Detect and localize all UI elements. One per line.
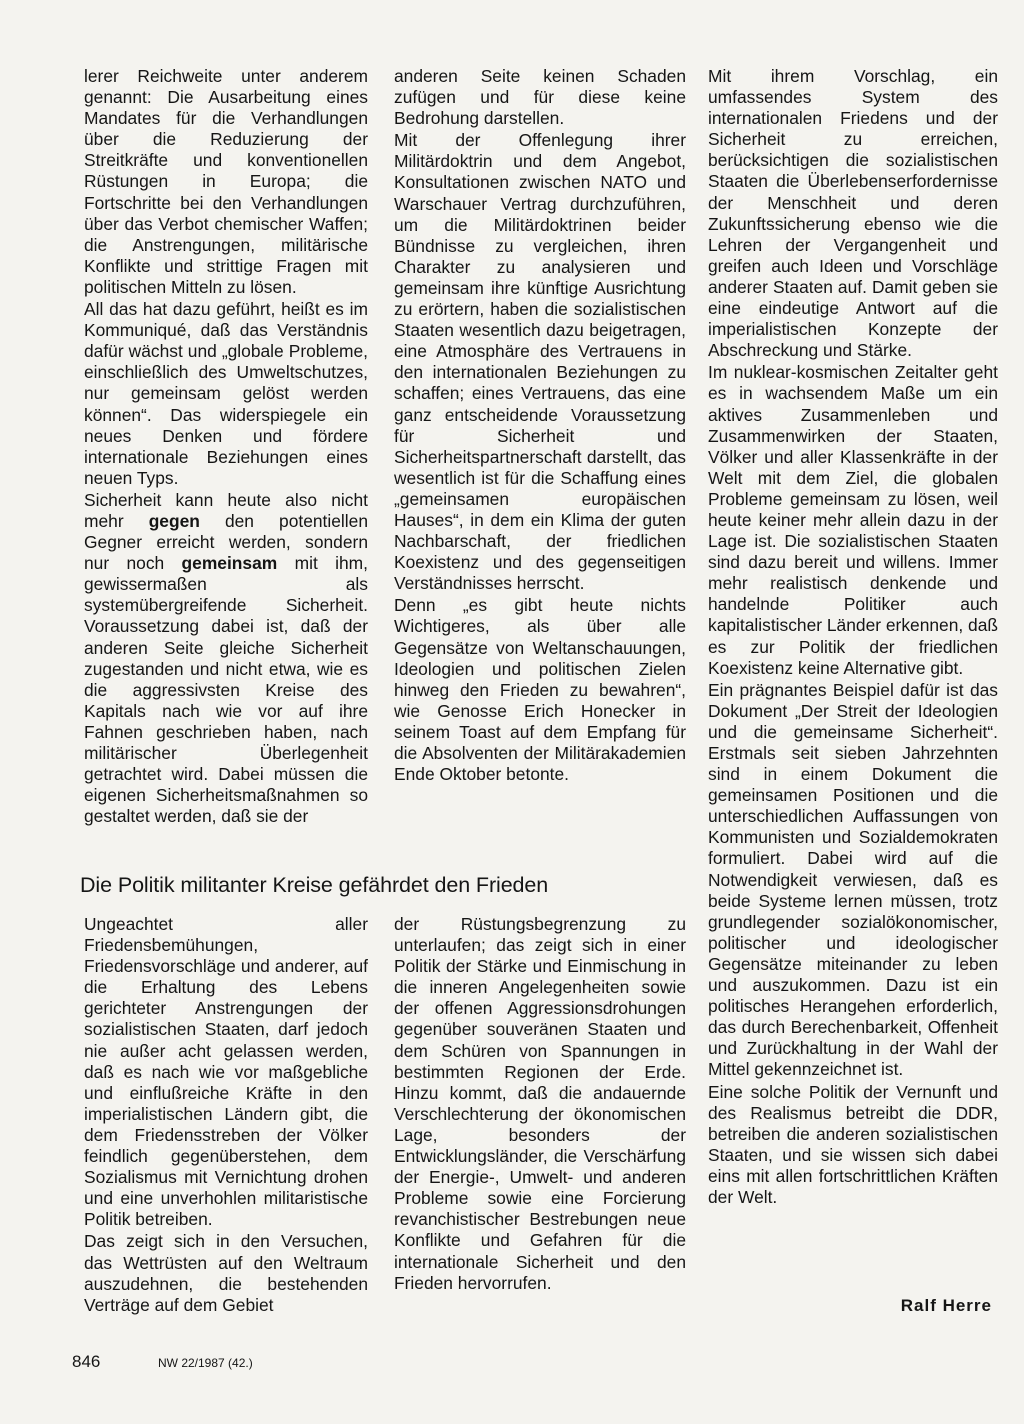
paragraph: der Rüstungsbegrenzung zu unterlaufen; das zeigt sich in einer Politik der Stärke und Einmischung in die inneren Angelegenheiten sowie der offenen Aggressionsdrohungen gegenüber souveränen Staaten und dem Schüren von Spannungen in bestimmten Regionen der Erde. Hinzu kommt, daß die andauernde Verschlechterung der ökonomischen Lage, besonders der Entwicklungsländer, die Verschärfung der Energie-, Umwelt- und anderen Probleme sowie eine Forcierung revanchistischer Bestrebungen neue Konflikte und Gefahren für die internationale Sicherheit und den Frieden hervorrufen. [394, 914, 686, 1293]
column-1-bottom [84, 914, 368, 1316]
paragraph: lerer Reichweite unter anderem genannt: Die Ausarbeitung eines Mandates für die Verhandlungen über die Reduzierung der Streitkräfte und konventionellen Rüstungen in Europa; die Fortschritte bei den Verhandlungen über das Verbot chemischer Waffen; die Anstrengungen, militärische Konflikte und strittige Fragen mit politischen Mitteln zu lösen. [84, 66, 368, 297]
emphasis-gemeinsam: gemeinsam [181, 553, 278, 574]
text-run: mit ihm, gewissermaßen als systemübergreifende Sicherheit. Voraussetzung dabei ist, daß der anderen Seite gleiche Sicherheit zugestanden und nicht etwa, wie es die aggressivsten Kreise des Kapitals nach wie vor auf ihre Fahnen geschrieben haben, nach militärischer Überlegenheit getrachtet wird. Dabei müssen die eigenen Sicherheitsmaßnahmen so gestaltet werden, daß sie der [84, 553, 368, 827]
paragraph: Im nuklear-kosmischen Zeitalter geht es in wachsendem Maße um ein aktives Zusammenleben und Zusammenwirken der Staaten, Völker und aller Klassenkräfte in der Welt mit dem Ziel, die globalen Probleme gemeinsam zu lösen, weil heute keiner mehr allein dazu in der Lage ist. Die sozialistischen Staaten sind dazu bereit und willens. Immer mehr realistisch denkende und handelnde Politiker auch kapitalistischer Länder erkennen, daß es zur Politik der friedlichen Koexistenz keine Alternative gibt. [708, 362, 999, 678]
page-number: 846 [72, 1352, 101, 1371]
emphasis-gegen: gegen [148, 510, 200, 531]
paragraph: anderen Seite keinen Schaden zufügen und für diese keine Bedrohung darstellen. [394, 66, 686, 129]
author-byline: Ralf Herre [900, 1296, 992, 1315]
text-run: Sicherheit kann heute also nicht mehr [84, 489, 368, 531]
column-2-top [394, 66, 686, 785]
paragraph: Eine solche Politik der Vernunft und des Realismus betreibt die DDR, betreiben die anderen sozialistischen Staaten, und sie wissen sich dabei eins mit allen fortschrittlichen Kräften der Welt. [708, 1081, 998, 1207]
text-run: den potentiellen Gegner erreicht werden, sondern nur noch [84, 510, 368, 574]
column-3 [708, 66, 998, 1208]
paragraph: Das zeigt sich in den Versuchen, das Wettrüsten auf den Weltraum auszudehnen, die bestehenden Verträge auf dem Gebiet [84, 1231, 368, 1315]
paragraph: Denn „es gibt heute nichts Wichtigeres, als über alle Gegensätze von Weltanschauungen, Ideologien und politischen Zielen hinweg den Frieden zu bewahren“, wie Genosse Erich Honecker in seinem Toast auf dem Empfang für die Absolventen der Militärakademien Ende Oktober betonte. [394, 595, 686, 785]
paragraph: Ungeachtet aller Friedensbemühungen, Friedensvorschläge und anderer, auf die Erhaltung des Lebens gerichteter Anstrengungen der sozialistischen Staaten, darf jedoch nie außer acht gelassen werden, daß es nach wie vor maßgebliche und einflußreiche Kräfte in den imperialistischen Ländern gibt, die dem Friedensstreben der Völker feindlich gegenüberstehen, dem Sozialismus mit Vernichtung drohen und eine unverhohlen militaristische Politik betreiben. [84, 914, 368, 1230]
issue-label: NW 22/1987 (42.) [158, 1356, 253, 1370]
paragraph: Ein prägnantes Beispiel dafür ist das Dokument „Der Streit der Ideologien und die gemeinsame Sicherheit“. Erstmals seit sieben Jahrzehnten sind in einem Dokument die gemeinsamen Positionen und die unterschiedlichen Auffassungen von Kommunisten und Sozialdemokraten formuliert. Dabei wird auf die Notwendigkeit verwiesen, daß es beide Systeme lernen müssen, trotz grundlegender sozialökonomischer, politischer und ideologischer Gegensätze miteinander zu leben und auszukommen. Dazu ist ein politisches Herangehen erforderlich, das durch Berechenbarkeit, Offenheit und Zurückhaltung in der Wahl der Mittel gekennzeichnet ist. [708, 679, 998, 1080]
paragraph-security [84, 490, 368, 828]
paragraph: Mit der Offenlegung ihrer Militärdoktrin und dem Angebot, Konsultationen zwischen NATO und Warschauer Vertrag durchzuführen, um die Militärdoktrinen beider Bündnisse zu vergleichen, ihren Charakter zu analysieren und gemeinsam ihre künftige Ausrichtung zu erörtern, haben die sozialistischen Staaten wesentlich dazu beigetragen, eine Atmosphäre des Vertrauens in den internationalen Beziehungen zu schaffen; eines Vertrauens, das eine ganz entscheidende Voraussetzung für Sicherheit und Sicherheitspartnerschaft darstellt, das wesentlich ist für die Schaffung eines „gemeinsamen europäischen Hauses“, in dem ein Klima der guten Nachbarschaft, der friedlichen Koexistenz und des gegenseitigen Verständnisses herrscht. [394, 130, 686, 594]
paragraph: All das hat dazu geführt, heißt es im Kommuniqué, daß das Verständnis dafür wächst und „globale Probleme, einschließlich des Umweltschutzes, nur gemeinsam gelöst werden können“. Das widerspiegele ein neues Denken und fördere internationale Beziehungen eines neuen Typs. [84, 299, 368, 488]
section-heading: Die Politik militanter Kreise gefährdet den Frieden [80, 873, 549, 897]
paragraph: Mit ihrem Vorschlag, ein umfassendes System des internationalen Friedens und der Sicherheit zu erreichen, berücksichtigen die sozialistischen Staaten die Überlebenserfordernisse der Menschheit und deren Zukunftssicherung ebenso wie die Lehren der Vergangenheit und greifen auch Ideen und Vorschläge anderer Staaten auf. Damit geben sie eine eindeutige Antwort auf die imperialistischen Konzepte der Abschreckung und Stärke. [708, 66, 998, 361]
column-2-bottom [394, 914, 686, 1294]
column-1-top [84, 66, 368, 827]
